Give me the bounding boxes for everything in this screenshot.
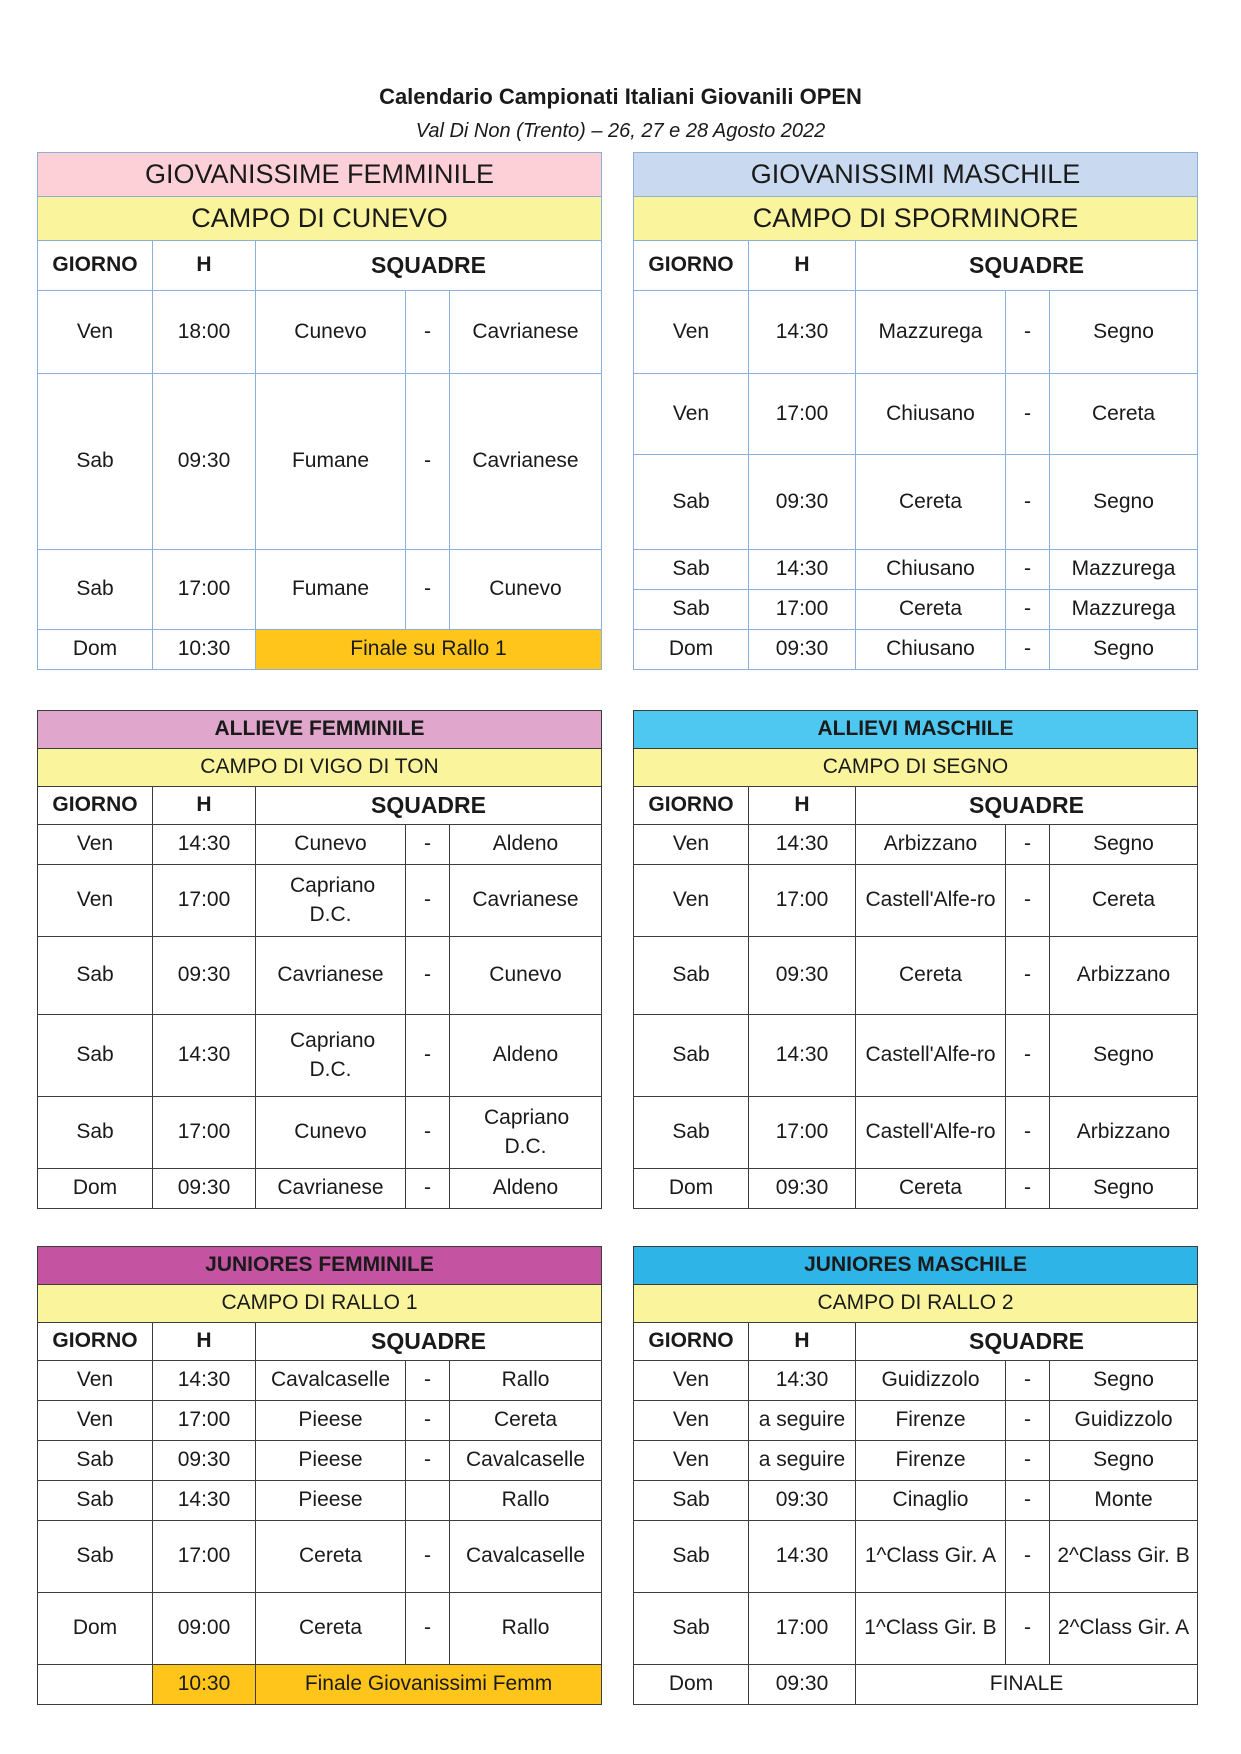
match-time: 09:30 (749, 630, 856, 670)
match-time: 14:30 (749, 1361, 856, 1401)
home-team: Cereta (856, 590, 1006, 630)
home-team: Fumane (256, 374, 406, 550)
field-name: CAMPO DI SPORMINORE (634, 197, 1198, 241)
match-time: 09:30 (153, 937, 256, 1015)
match-time: 14:30 (749, 825, 856, 865)
match-time: 14:30 (153, 1481, 256, 1521)
match-separator: - (406, 865, 450, 937)
table-row (634, 455, 1198, 550)
home-team: Fumane (256, 550, 406, 630)
match-separator: - (406, 1097, 450, 1169)
final-note: FINALE (856, 1665, 1198, 1705)
teams-column-header: SQUADRE (856, 241, 1198, 291)
match-day: Ven (634, 1401, 749, 1441)
home-team: Cavalcaselle (256, 1361, 406, 1401)
match-day: Ven (38, 1361, 153, 1401)
match-time: 14:30 (749, 1015, 856, 1097)
match-separator: - (1006, 1441, 1050, 1481)
category-title: JUNIORES MASCHILE (634, 1247, 1198, 1285)
table-row (634, 1665, 1198, 1705)
match-day: Sab (634, 1097, 749, 1169)
teams-column-header: SQUADRE (256, 1323, 602, 1361)
match-time: 09:30 (749, 455, 856, 550)
home-team: 1^Class Gir. A (856, 1521, 1006, 1593)
away-team: Segno (1050, 455, 1198, 550)
home-team: Castell'Alfe-ro (856, 865, 1006, 937)
match-separator: - (406, 1401, 450, 1441)
table-row (38, 1441, 602, 1481)
match-day: Ven (634, 825, 749, 865)
home-team: Capriano D.C. (256, 1015, 406, 1097)
hour-column-header: H (749, 1323, 856, 1361)
category-title: GIOVANISSIME FEMMINILE (38, 153, 602, 197)
home-team: Cereta (856, 1169, 1006, 1209)
table-row (634, 374, 1198, 455)
table-row (38, 825, 602, 865)
match-time: 09:30 (749, 937, 856, 1015)
match-time: 14:30 (153, 1015, 256, 1097)
home-team: Cereta (856, 937, 1006, 1015)
away-team: Segno (1050, 630, 1198, 670)
hour-column-header: H (749, 787, 856, 825)
table-row (38, 1401, 602, 1441)
home-team: Pieese (256, 1401, 406, 1441)
teams-column-header: SQUADRE (256, 787, 602, 825)
match-time: 09:30 (153, 374, 256, 550)
away-team: Cereta (1050, 865, 1198, 937)
field-name: CAMPO DI CUNEVO (38, 197, 602, 241)
away-team: Rallo (450, 1361, 602, 1401)
table-row (634, 1401, 1198, 1441)
table-row (634, 1481, 1198, 1521)
day-column-header: GIORNO (634, 787, 749, 825)
match-day: Sab (634, 550, 749, 590)
home-team: Cereta (256, 1521, 406, 1593)
table-row (634, 1593, 1198, 1665)
away-team: Aldeno (450, 1015, 602, 1097)
match-time: 14:30 (749, 1521, 856, 1593)
teams-column-header: SQUADRE (256, 241, 602, 291)
table-row (38, 630, 602, 670)
day-column-header: GIORNO (38, 241, 153, 291)
match-day (38, 1665, 153, 1705)
field-name: CAMPO DI RALLO 2 (634, 1285, 1198, 1323)
match-day: Sab (38, 374, 153, 550)
match-separator: - (1006, 1481, 1050, 1521)
match-day: Ven (634, 291, 749, 374)
table-row (634, 550, 1198, 590)
table-row (38, 1593, 602, 1665)
column-header-row (38, 787, 602, 825)
match-day: Sab (634, 1015, 749, 1097)
home-team: Cavrianese (256, 1169, 406, 1209)
away-team: Segno (1050, 1169, 1198, 1209)
match-separator: - (1006, 550, 1050, 590)
category-title: GIOVANISSIMI MASCHILE (634, 153, 1198, 197)
match-time: 17:00 (749, 374, 856, 455)
match-time: 14:30 (749, 291, 856, 374)
match-day: Dom (38, 1593, 153, 1665)
match-time: 17:00 (749, 1097, 856, 1169)
table-row (634, 590, 1198, 630)
away-team: Rallo (450, 1481, 602, 1521)
away-team: Segno (1050, 1015, 1198, 1097)
home-team: Cunevo (256, 825, 406, 865)
table-row (38, 550, 602, 630)
match-separator: - (1006, 291, 1050, 374)
home-team: Arbizzano (856, 825, 1006, 865)
match-time: 17:00 (153, 1097, 256, 1169)
away-team: Cavrianese (450, 374, 602, 550)
match-time: 10:30 (153, 630, 256, 670)
table-row (634, 1521, 1198, 1593)
match-time: 14:30 (153, 1361, 256, 1401)
home-team: Cereta (256, 1593, 406, 1665)
home-team: Cunevo (256, 1097, 406, 1169)
column-header-row (634, 787, 1198, 825)
match-time: 14:30 (749, 550, 856, 590)
table-row (38, 1665, 602, 1705)
away-team: Cavalcaselle (450, 1441, 602, 1481)
home-team: Chiusano (856, 630, 1006, 670)
match-day: Ven (38, 825, 153, 865)
match-separator: - (1006, 1169, 1050, 1209)
match-day: Dom (38, 1169, 153, 1209)
match-time: 10:30 (153, 1665, 256, 1705)
column-header-row (634, 1323, 1198, 1361)
match-separator: - (406, 1441, 450, 1481)
match-separator: - (1006, 1361, 1050, 1401)
match-separator: - (406, 374, 450, 550)
match-separator: - (1006, 937, 1050, 1015)
category-title: JUNIORES FEMMINILE (38, 1247, 602, 1285)
match-time: 17:00 (153, 1401, 256, 1441)
away-team: Segno (1050, 825, 1198, 865)
match-time: 09:30 (749, 1665, 856, 1705)
away-team: 2^Class Gir. A (1050, 1593, 1198, 1665)
match-day: Sab (634, 590, 749, 630)
day-column-header: GIORNO (634, 1323, 749, 1361)
match-separator (406, 1481, 450, 1521)
table-row (634, 630, 1198, 670)
match-separator: - (1006, 1593, 1050, 1665)
match-separator: - (1006, 1097, 1050, 1169)
hour-column-header: H (153, 787, 256, 825)
match-separator: - (1006, 1521, 1050, 1593)
match-separator: - (1006, 374, 1050, 455)
home-team: Cinaglio (856, 1481, 1006, 1521)
table-row (634, 291, 1198, 374)
home-team: Pieese (256, 1441, 406, 1481)
match-time: a seguire (749, 1441, 856, 1481)
away-team: Segno (1050, 1441, 1198, 1481)
match-time: 09:30 (153, 1169, 256, 1209)
home-team: Guidizzolo (856, 1361, 1006, 1401)
table-row (634, 1441, 1198, 1481)
home-team: Castell'Alfe-ro (856, 1015, 1006, 1097)
table-giovanissime-femminile (37, 152, 602, 670)
away-team: Cavrianese (450, 291, 602, 374)
match-time: a seguire (749, 1401, 856, 1441)
hour-column-header: H (153, 1323, 256, 1361)
category-title: ALLIEVE FEMMINILE (38, 711, 602, 749)
home-team: 1^Class Gir. B (856, 1593, 1006, 1665)
match-day: Sab (634, 1481, 749, 1521)
match-time: 18:00 (153, 291, 256, 374)
final-note: Finale Giovanissimi Femm (256, 1665, 602, 1705)
match-separator: - (1006, 630, 1050, 670)
away-team: Mazzurega (1050, 590, 1198, 630)
away-team: Cereta (450, 1401, 602, 1441)
match-separator: - (1006, 865, 1050, 937)
home-team: Cereta (856, 455, 1006, 550)
match-day: Sab (38, 1481, 153, 1521)
match-separator: - (406, 1169, 450, 1209)
match-separator: - (406, 1361, 450, 1401)
day-column-header: GIORNO (38, 787, 153, 825)
page-title: Calendario Campionati Italiani Giovanili OPEN (379, 84, 862, 109)
match-day: Ven (38, 865, 153, 937)
match-separator: - (406, 1521, 450, 1593)
away-team: 2^Class Gir. B (1050, 1521, 1198, 1593)
away-team: Monte (1050, 1481, 1198, 1521)
match-day: Sab (38, 937, 153, 1015)
away-team: Capriano D.C. (450, 1097, 602, 1169)
away-team: Aldeno (450, 825, 602, 865)
match-day: Sab (38, 1521, 153, 1593)
match-time: 09:30 (749, 1481, 856, 1521)
hour-column-header: H (749, 241, 856, 291)
category-title: ALLIEVI MASCHILE (634, 711, 1198, 749)
match-day: Sab (38, 1441, 153, 1481)
match-separator: - (1006, 590, 1050, 630)
match-day: Ven (634, 1441, 749, 1481)
match-time: 17:00 (749, 1593, 856, 1665)
day-column-header: GIORNO (38, 1323, 153, 1361)
match-separator: - (1006, 1401, 1050, 1441)
table-juniores-femminile (37, 1246, 602, 1705)
home-team: Mazzurega (856, 291, 1006, 374)
column-header-row (634, 241, 1198, 291)
home-team: Chiusano (856, 550, 1006, 590)
home-team: Pieese (256, 1481, 406, 1521)
table-row (38, 1521, 602, 1593)
match-day: Sab (38, 550, 153, 630)
away-team: Arbizzano (1050, 1097, 1198, 1169)
away-team: Segno (1050, 1361, 1198, 1401)
match-day: Sab (634, 1593, 749, 1665)
table-row (38, 937, 602, 1015)
home-team: Chiusano (856, 374, 1006, 455)
home-team: Cunevo (256, 291, 406, 374)
table-juniores-maschile (633, 1246, 1198, 1705)
match-time: 09:00 (153, 1593, 256, 1665)
column-header-row (38, 241, 602, 291)
table-allieve-femminile (37, 710, 602, 1209)
field-name: CAMPO DI SEGNO (634, 749, 1198, 787)
match-separator: - (1006, 825, 1050, 865)
table-row (634, 1169, 1198, 1209)
page-subtitle: Val Di Non (Trento) – 26, 27 e 28 Agosto 2022 (415, 120, 826, 142)
match-separator: - (406, 1593, 450, 1665)
match-time: 17:00 (153, 865, 256, 937)
match-time: 14:30 (153, 825, 256, 865)
match-time: 17:00 (153, 550, 256, 630)
match-separator: - (1006, 1015, 1050, 1097)
match-day: Sab (634, 937, 749, 1015)
match-separator: - (1006, 455, 1050, 550)
match-time: 09:30 (749, 1169, 856, 1209)
table-row (634, 1097, 1198, 1169)
table-row (38, 1169, 602, 1209)
table-row (634, 1015, 1198, 1097)
table-row (634, 937, 1198, 1015)
table-row (38, 1015, 602, 1097)
match-time: 17:00 (749, 590, 856, 630)
match-day: Dom (634, 1665, 749, 1705)
match-day: Sab (634, 1521, 749, 1593)
match-day: Ven (634, 374, 749, 455)
table-row (38, 1097, 602, 1169)
match-separator: - (406, 1015, 450, 1097)
match-day: Dom (634, 1169, 749, 1209)
match-day: Sab (634, 455, 749, 550)
away-team: Guidizzolo (1050, 1401, 1198, 1441)
table-allievi-maschile (633, 710, 1198, 1209)
match-separator: - (406, 550, 450, 630)
field-name: CAMPO DI VIGO DI TON (38, 749, 602, 787)
match-time: 09:30 (153, 1441, 256, 1481)
field-name: CAMPO DI RALLO 1 (38, 1285, 602, 1323)
match-day: Dom (634, 630, 749, 670)
table-row (634, 1361, 1198, 1401)
match-separator: - (406, 937, 450, 1015)
match-time: 17:00 (749, 865, 856, 937)
match-separator: - (406, 825, 450, 865)
away-team: Cavrianese (450, 865, 602, 937)
away-team: Segno (1050, 291, 1198, 374)
table-row (38, 374, 602, 550)
table-row (634, 825, 1198, 865)
home-team: Firenze (856, 1441, 1006, 1481)
teams-column-header: SQUADRE (856, 1323, 1198, 1361)
match-day: Sab (38, 1015, 153, 1097)
match-day: Dom (38, 630, 153, 670)
away-team: Cunevo (450, 937, 602, 1015)
home-team: Cavrianese (256, 937, 406, 1015)
home-team: Castell'Alfe-ro (856, 1097, 1006, 1169)
away-team: Arbizzano (1050, 937, 1198, 1015)
away-team: Mazzurega (1050, 550, 1198, 590)
match-day: Ven (634, 865, 749, 937)
hour-column-header: H (153, 241, 256, 291)
table-row (38, 1361, 602, 1401)
match-separator: - (406, 291, 450, 374)
match-day: Ven (634, 1361, 749, 1401)
match-day: Ven (38, 291, 153, 374)
home-team: Firenze (856, 1401, 1006, 1441)
column-header-row (38, 1323, 602, 1361)
match-day: Sab (38, 1097, 153, 1169)
away-team: Cereta (1050, 374, 1198, 455)
away-team: Rallo (450, 1593, 602, 1665)
table-row (38, 1481, 602, 1521)
away-team: Cavalcaselle (450, 1521, 602, 1593)
day-column-header: GIORNO (634, 241, 749, 291)
table-giovanissimi-maschile (633, 152, 1198, 670)
teams-column-header: SQUADRE (856, 787, 1198, 825)
match-time: 17:00 (153, 1521, 256, 1593)
match-day: Ven (38, 1401, 153, 1441)
table-row (38, 865, 602, 937)
table-row (634, 865, 1198, 937)
away-team: Cunevo (450, 550, 602, 630)
table-row (38, 291, 602, 374)
final-note: Finale su Rallo 1 (256, 630, 602, 670)
away-team: Aldeno (450, 1169, 602, 1209)
home-team: Capriano D.C. (256, 865, 406, 937)
